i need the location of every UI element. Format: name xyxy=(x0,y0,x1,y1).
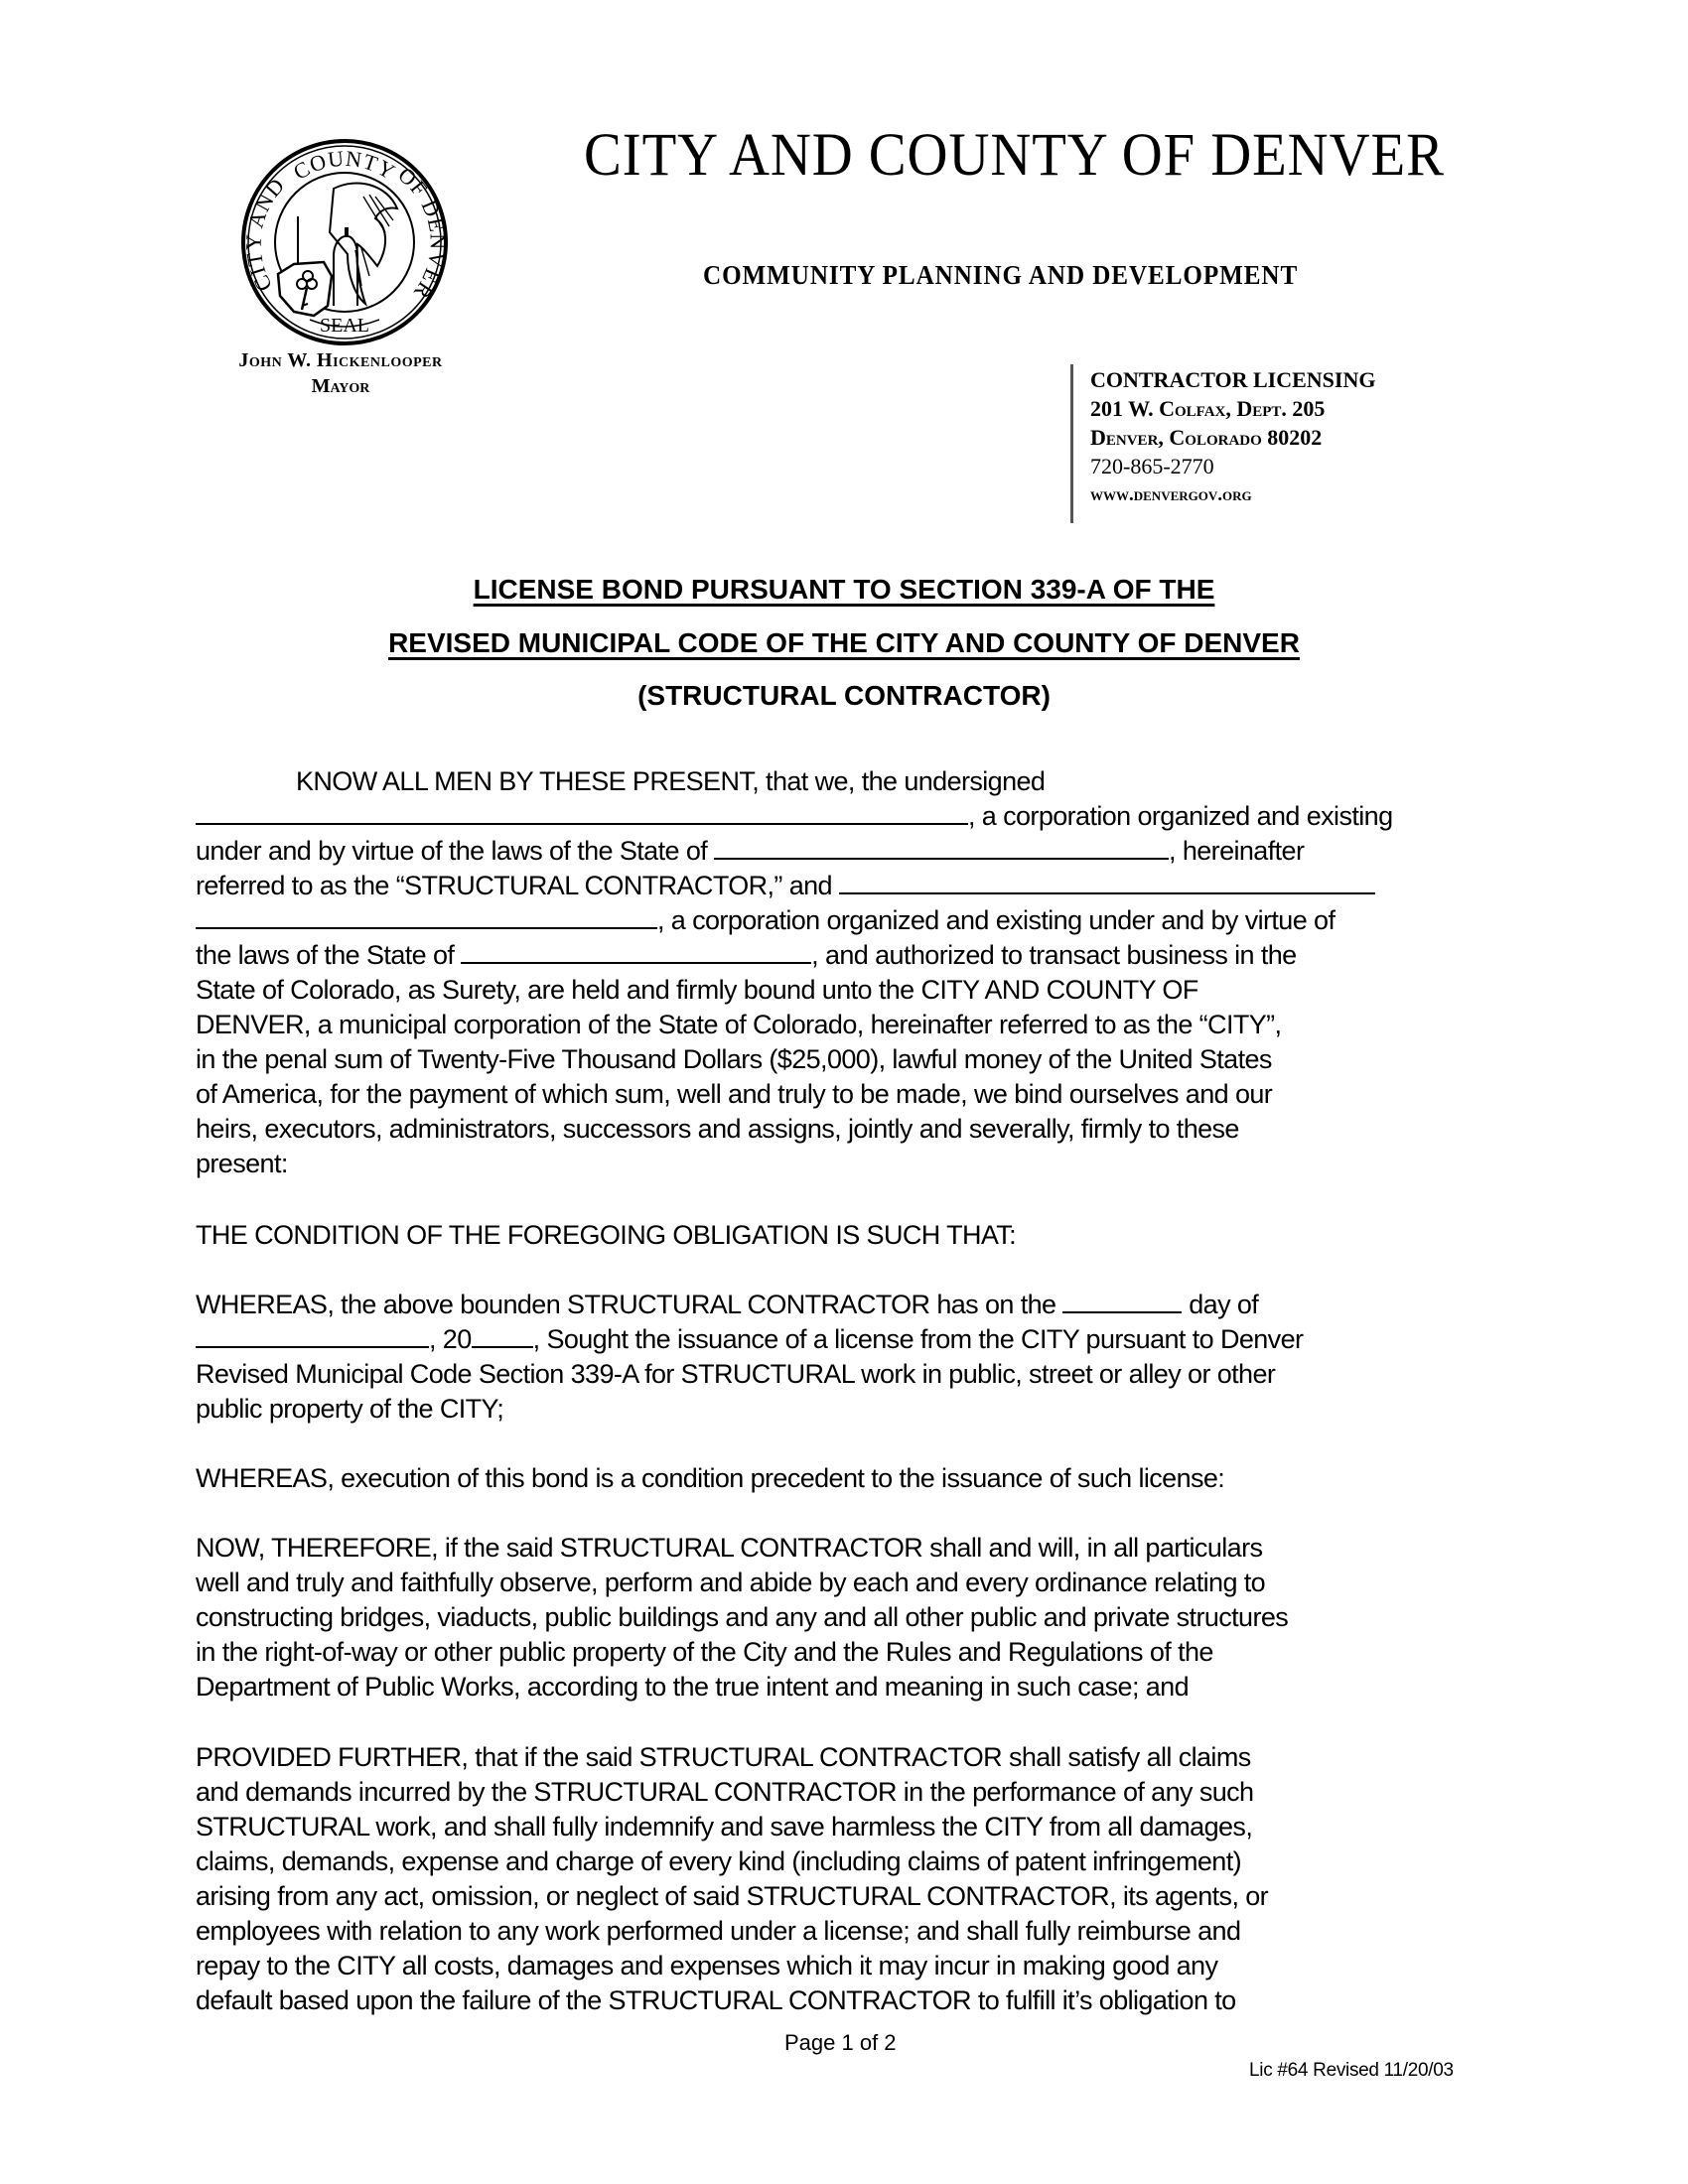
contact-website[interactable]: www.denvergov.org xyxy=(1090,484,1252,505)
intro-paragraph: KNOW ALL MEN BY THESE PRESENT, that we, the undersigned , a corporation organized and existing under and by virtue of the laws of the State of , hereinafter referred to as the “STRUCTURAL CONTRACTOR,” and , a corporation organized and existing under and by virtue of the laws of the State of , and authorized to transact business in the State of Colorado, as Surety, are held and firmly bound unto the CITY AND COUNTY OF DENVER, a municipal corporation of the State of Colorado, hereinafter referred to as the “CITY”, in the penal sum of Twenty-Five Thousand Dollars ($25,000), lawful money of the United States of America, for the payment of which sum, well and truly to be made, we bind ourselves and our heirs, executors, administrators, successors and assigns, jointly and severally, firmly to these present: xyxy=(196,766,1393,1178)
page-number: Page 1 of 2 xyxy=(784,2030,897,2055)
svg-text:CITY AND: CITY AND xyxy=(240,172,290,296)
mayor-title: Mayor xyxy=(311,375,370,397)
contact-address-line2: Denver, Colorado 80202 xyxy=(1090,425,1323,450)
mayor-name: John W. Hickenlooper xyxy=(238,349,443,371)
year-field[interactable] xyxy=(472,1322,533,1348)
provided-further-paragraph: PROVIDED FURTHER, that if the said STRUCTURAL CONTRACTOR shall satisfy all claims and demands incurred by the STRUCTURAL CONTRACTOR in the performance of any such STRUCTURAL work, and shall fully indemnify and save harmless the CITY from all damages, claims, demands, expense and charge of every kind (including claims of patent infringement) arising from any act, omission, or neglect of said STRUCTURAL CONTRACTOR, its agents, or employees with relation to any work performed under a license; and shall fully reimburse and repay to the CITY all costs, damages and expenses which it may incur in making good any default based upon the failure of the STRUCTURAL CONTRACTOR to fulfill it’s obligation to xyxy=(196,1742,1269,2015)
whereas-paragraph-2: WHEREAS, execution of this bond is a condition precedent to the issuance of such license: xyxy=(196,1463,1225,1493)
surety-state-field[interactable] xyxy=(461,938,811,964)
department-name: COMMUNITY PLANNING AND DEVELOPMENT xyxy=(703,260,1299,290)
svg-text:OF DENVER: OF DENVER xyxy=(393,162,451,305)
document-heading-line2: REVISED MUNICIPAL CODE OF THE CITY AND COUNTY OF DENVER xyxy=(388,627,1300,658)
now-therefore-paragraph: NOW, THEREFORE, if the said STRUCTURAL CONTRACTOR shall and will, in all particulars well and truly and faithfully observe, perform and abide by each and every ordinance relating to constructing bridges, viaducts, public buildings and any and all other public and private structures in the right-of-way or other public property of the City and the Rules and Regulations of the Department of Public Works, according to the true intent and meaning in such case; and xyxy=(196,1533,1289,1702)
whereas-paragraph-1: WHEREAS, the above bounden STRUCTURAL CONTRACTOR has on the day of , 20 , Sought the issuance of a license from the CITY pursuant to Denver Revised Municipal Code Section 339-A for STRUCTURAL work in public, street or alley or other public property of the CITY; xyxy=(196,1290,1304,1424)
contact-office: CONTRACTOR LICENSING xyxy=(1090,367,1376,392)
svg-text:SEAL: SEAL xyxy=(320,315,369,337)
contact-address-line1: 201 W. Colfax, Dept. 205 xyxy=(1090,396,1326,421)
principal-state-field[interactable] xyxy=(714,834,1169,860)
city-seal-icon xyxy=(238,137,451,347)
contact-divider xyxy=(1070,364,1073,523)
principal-name-field[interactable] xyxy=(196,799,968,825)
surety-name-field-part1[interactable] xyxy=(839,869,1375,894)
surety-name-field-part2[interactable] xyxy=(196,903,657,929)
revision-label: Lic #64 Revised 11/20/03 xyxy=(1249,2060,1454,2081)
svg-text:COUNTY: COUNTY xyxy=(288,145,400,185)
condition-heading: THE CONDITION OF THE FOREGOING OBLIGATION IS SUCH THAT: xyxy=(196,1220,1017,1250)
document-heading-line3: (STRUCTURAL CONTRACTOR) xyxy=(637,680,1051,711)
month-field[interactable] xyxy=(196,1322,429,1348)
contact-block xyxy=(1090,365,1375,509)
page-title: CITY AND COUNTY OF DENVER xyxy=(584,122,1445,189)
document-heading-line1: LICENSE BOND PURSUANT TO SECTION 339-A OF THE xyxy=(473,574,1215,605)
contact-phone: 720-865-2770 xyxy=(1090,454,1214,478)
day-field[interactable] xyxy=(1062,1288,1182,1313)
